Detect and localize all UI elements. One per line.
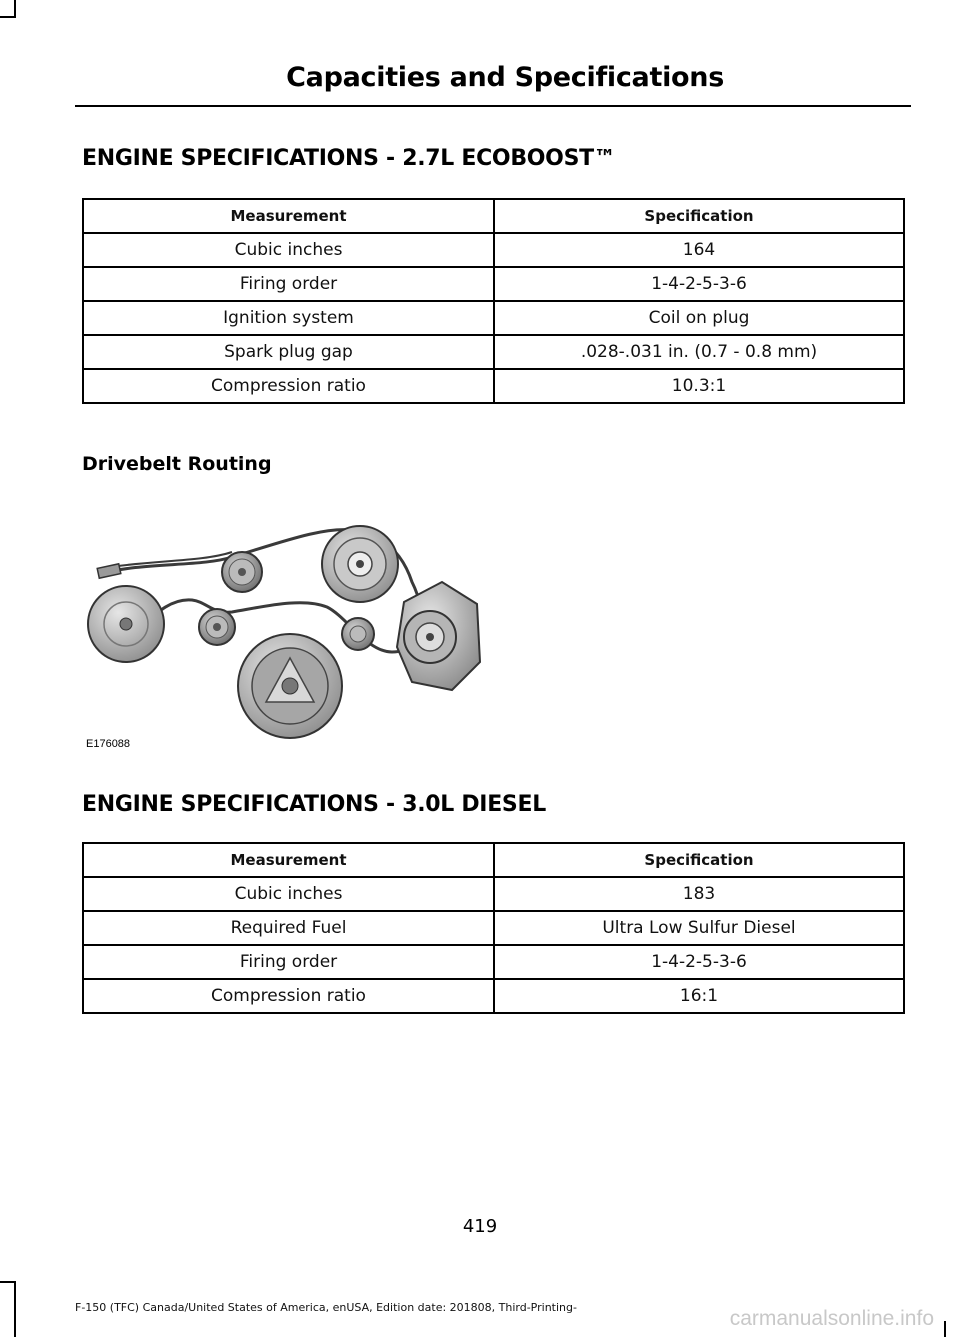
measurement-cell: Compression ratio	[83, 369, 494, 403]
watermark: carmanualsonline.info	[729, 1307, 934, 1330]
specification-cell: 164	[494, 233, 904, 267]
edition-footer: F-150 (TFC) Canada/United States of America, enUSA, Edition date: 201808, Third-Printing-	[75, 1301, 577, 1314]
specification-cell: 16:1	[494, 979, 904, 1013]
drivebelt-routing-illustration	[82, 512, 482, 744]
specification-cell: .028-.031 in. (0.7 - 0.8 mm)	[494, 335, 904, 369]
table-row	[83, 945, 904, 979]
table-row	[83, 979, 904, 1013]
title-rule	[75, 105, 911, 107]
crop-mark-top-left-h	[0, 16, 16, 18]
spec-table-diesel	[82, 842, 905, 1014]
table-row	[83, 301, 904, 335]
specification-cell: 183	[494, 877, 904, 911]
table-header-row	[83, 843, 904, 877]
measurement-cell: Firing order	[83, 267, 494, 301]
measurement-cell: Spark plug gap	[83, 335, 494, 369]
measurement-cell: Cubic inches	[83, 233, 494, 267]
specification-cell: Ultra Low Sulfur Diesel	[494, 911, 904, 945]
figure-id-label: E176088	[86, 738, 131, 750]
specification-cell: 1-4-2-5-3-6	[494, 267, 904, 301]
table-row	[83, 911, 904, 945]
alternator	[397, 582, 480, 690]
measurement-cell: Ignition system	[83, 301, 494, 335]
page-number: 419	[462, 1216, 498, 1237]
table-header-row	[83, 199, 904, 233]
measurement-cell: Cubic inches	[83, 877, 494, 911]
measurement-cell: Compression ratio	[83, 979, 494, 1013]
measurement-cell: Required Fuel	[83, 911, 494, 945]
crop-mark-top-left-v	[14, 0, 16, 16]
table-row	[83, 369, 904, 403]
table-row	[83, 877, 904, 911]
column-header-specification: Specification	[494, 843, 904, 877]
column-header-specification: Specification	[494, 199, 904, 233]
table-row	[83, 233, 904, 267]
drivebelt-routing-heading: Drivebelt Routing	[82, 453, 272, 475]
spec-table-ecoboost	[82, 198, 905, 404]
column-header-measurement: Measurement	[83, 199, 494, 233]
specification-cell: 10.3:1	[494, 369, 904, 403]
table-row	[83, 335, 904, 369]
specification-cell: Coil on plug	[494, 301, 904, 335]
column-header-measurement: Measurement	[83, 843, 494, 877]
page-title: Capacities and Specifications	[286, 62, 724, 93]
crop-mark-bottom-left-v	[14, 1281, 16, 1337]
section-heading-diesel: ENGINE SPECIFICATIONS - 3.0L DIESEL	[82, 792, 546, 817]
measurement-cell: Firing order	[83, 945, 494, 979]
table-row	[83, 267, 904, 301]
crop-mark-bottom-right-v	[944, 1321, 946, 1337]
section-heading-ecoboost: ENGINE SPECIFICATIONS - 2.7L ECOBOOST™	[82, 146, 616, 171]
crop-mark-bottom-left-h	[0, 1281, 16, 1283]
specification-cell: 1-4-2-5-3-6	[494, 945, 904, 979]
